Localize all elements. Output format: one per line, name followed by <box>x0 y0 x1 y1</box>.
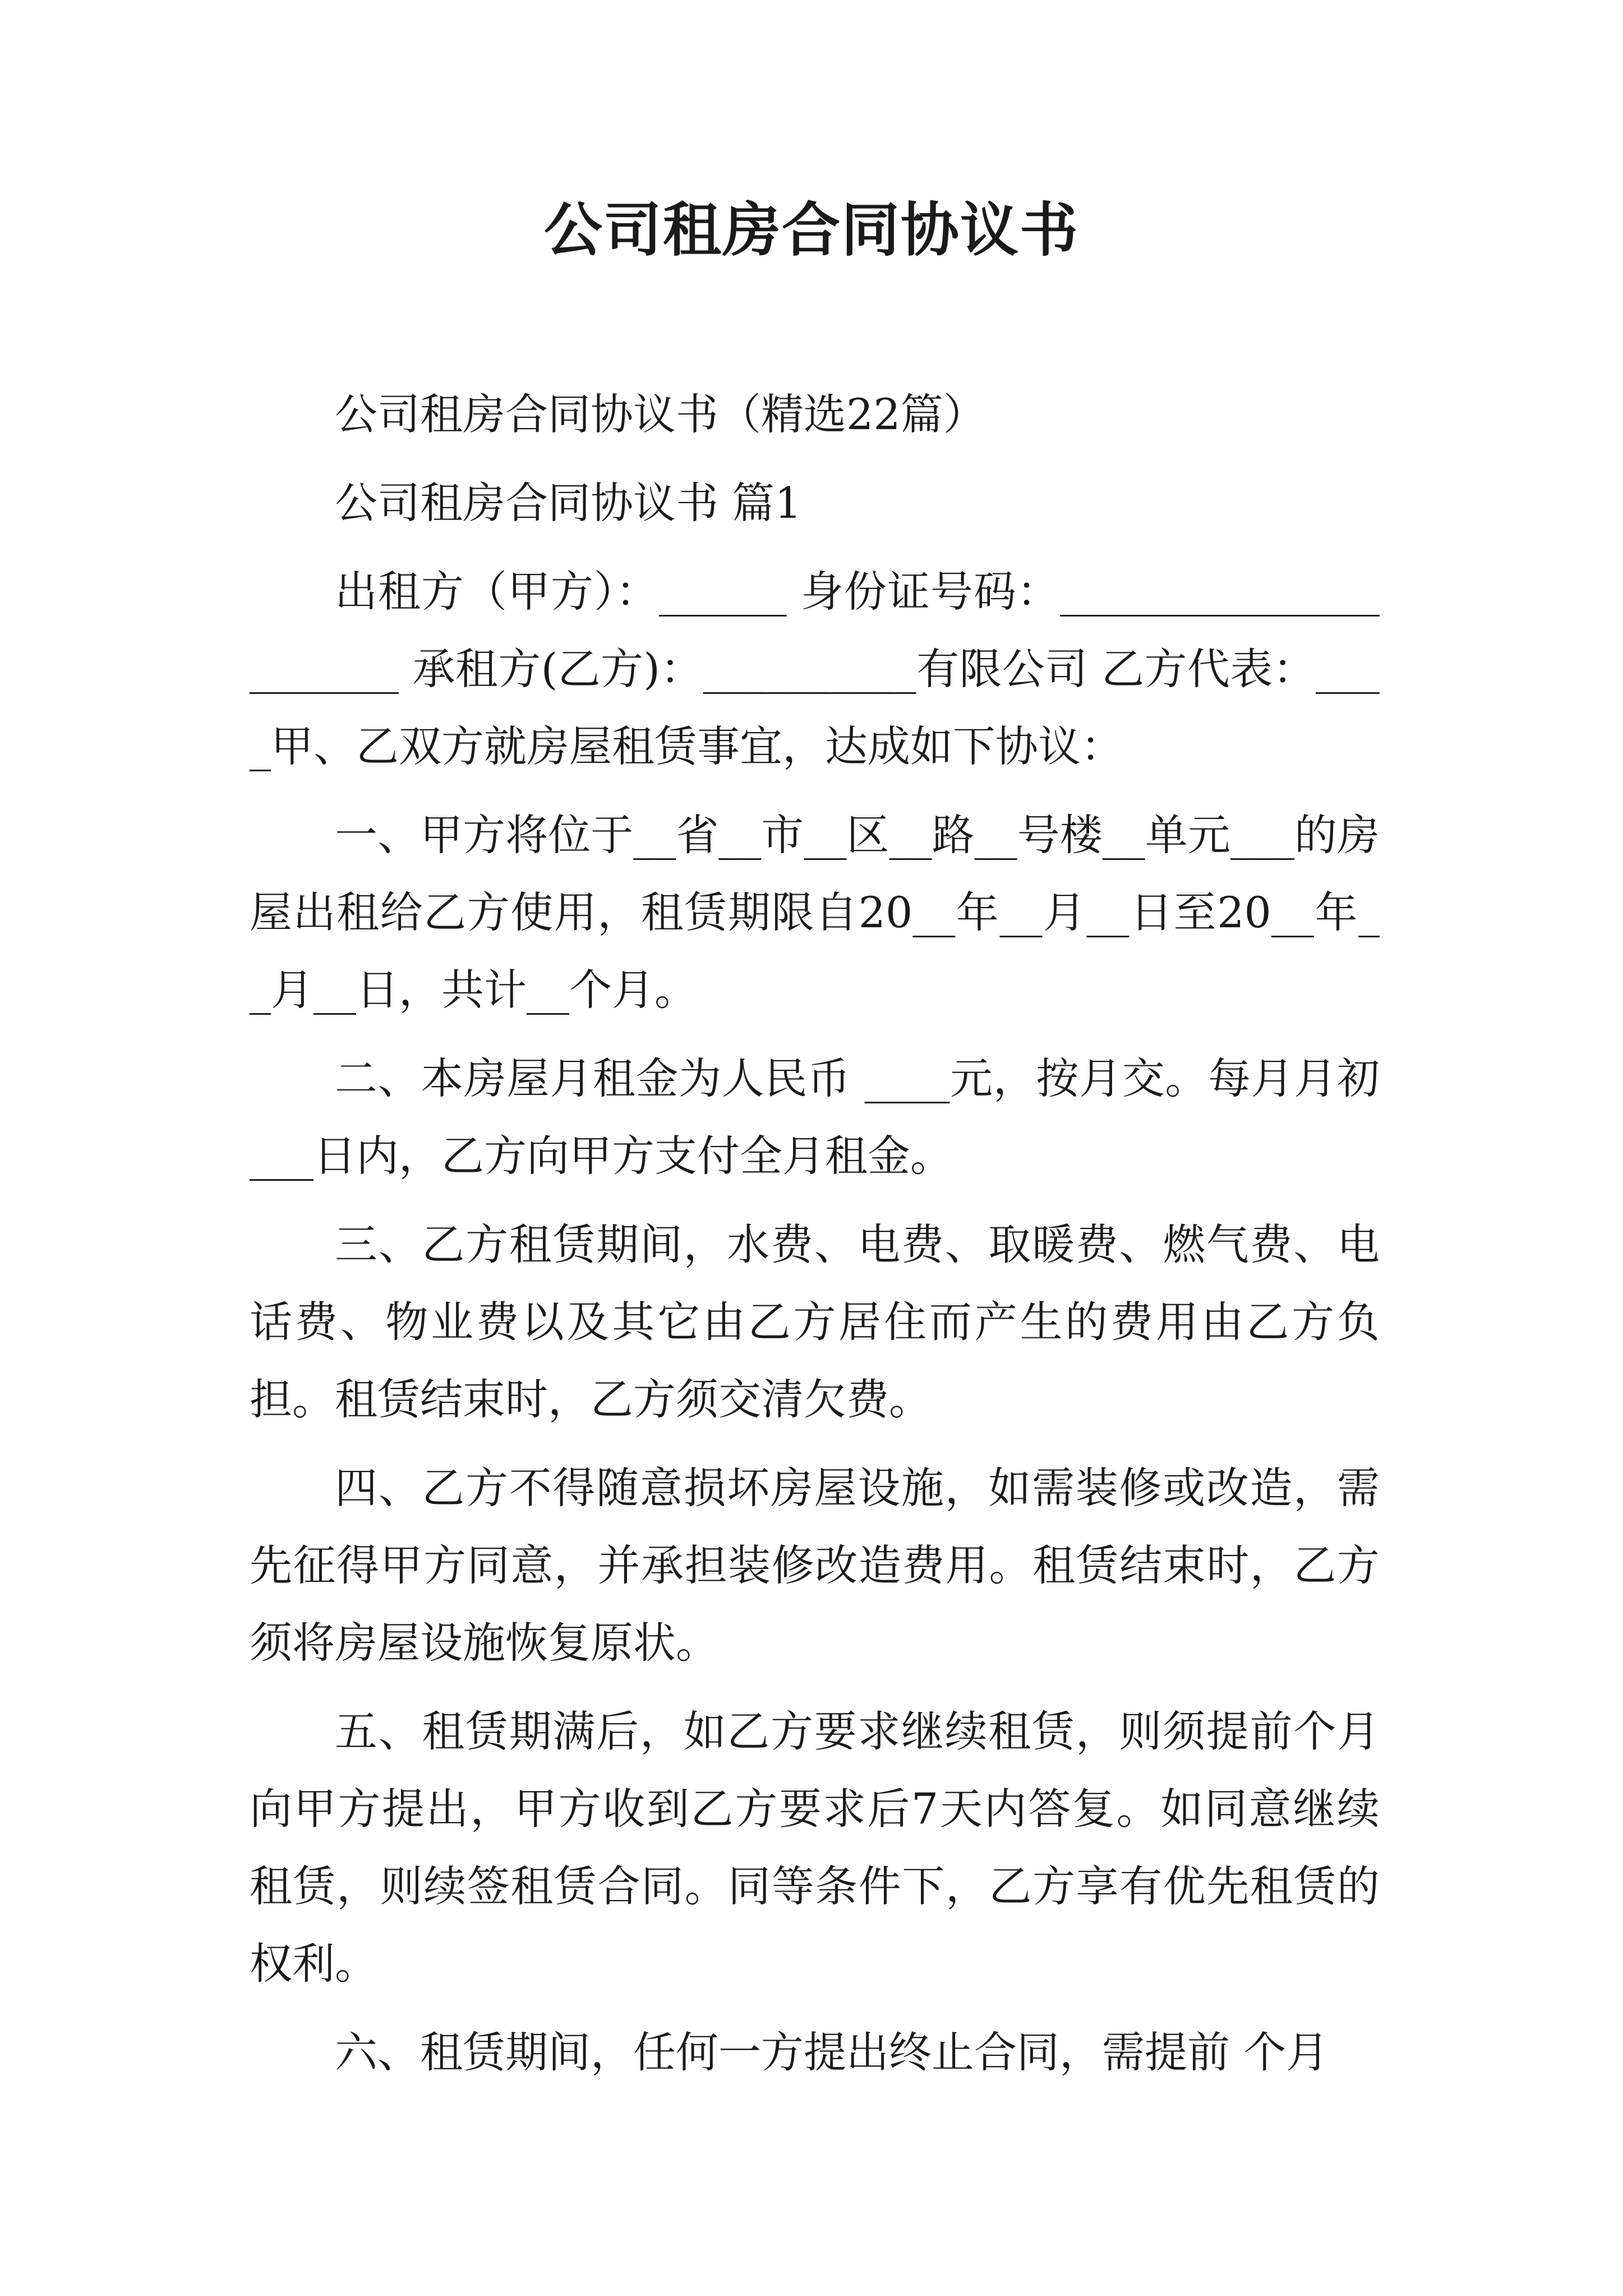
clause-2-paragraph: 二、本房屋月租金为人民币 ____元，按月交。每月月初___日内，乙方向甲方支付全月租金。 <box>250 1053 1380 1181</box>
document-body <box>250 376 1380 2091</box>
clause-5-paragraph: 五、租赁期满后，如乙方要求继续租赁，则须提前个月向甲方提出，甲方收到乙方要求后7天内答复。如同意继续租赁，则续签租赁合同。同等条件下，乙方享有优先租赁的权利。 <box>250 1706 1380 1989</box>
subtitle-paragraph: 公司租房合同协议书（精选22篇） <box>335 389 986 439</box>
clause-1-paragraph: 一、甲方将位于__省__市__区__路__号楼__单元___的房屋出租给乙方使用，租赁期限自20__年__月__日至20__年__月__日，共计__个月。 <box>250 810 1380 1015</box>
document-title: 公司租房合同协议书 <box>543 196 1079 264</box>
clause-4-paragraph: 四、乙方不得随意损坏房屋设施，如需装修或改造，需先征得甲方同意，并承担装修改造费用。租赁结束时，乙方须将房屋设施恢复原状。 <box>250 1463 1380 1668</box>
clause-6-paragraph: 六、租赁期间，任何一方提出终止合同，需提前 个月 <box>335 2027 1329 2077</box>
section-heading-paragraph: 公司租房合同协议书 篇1 <box>335 478 802 528</box>
parties-paragraph: 出租方（甲方）：______ 身份证号码：______________________ 承租方(乙方)：__________有限公司 乙方代表：____甲、乙双方就房屋租赁事宜，达成如下协议： <box>250 567 1380 771</box>
clause-3-paragraph: 三、乙方租赁期间，水费、电费、取暖费、燃气费、电话费、物业费以及其它由乙方居住而产生的费用由乙方负担。租赁结束时，乙方须交清欠费。 <box>250 1220 1380 1424</box>
